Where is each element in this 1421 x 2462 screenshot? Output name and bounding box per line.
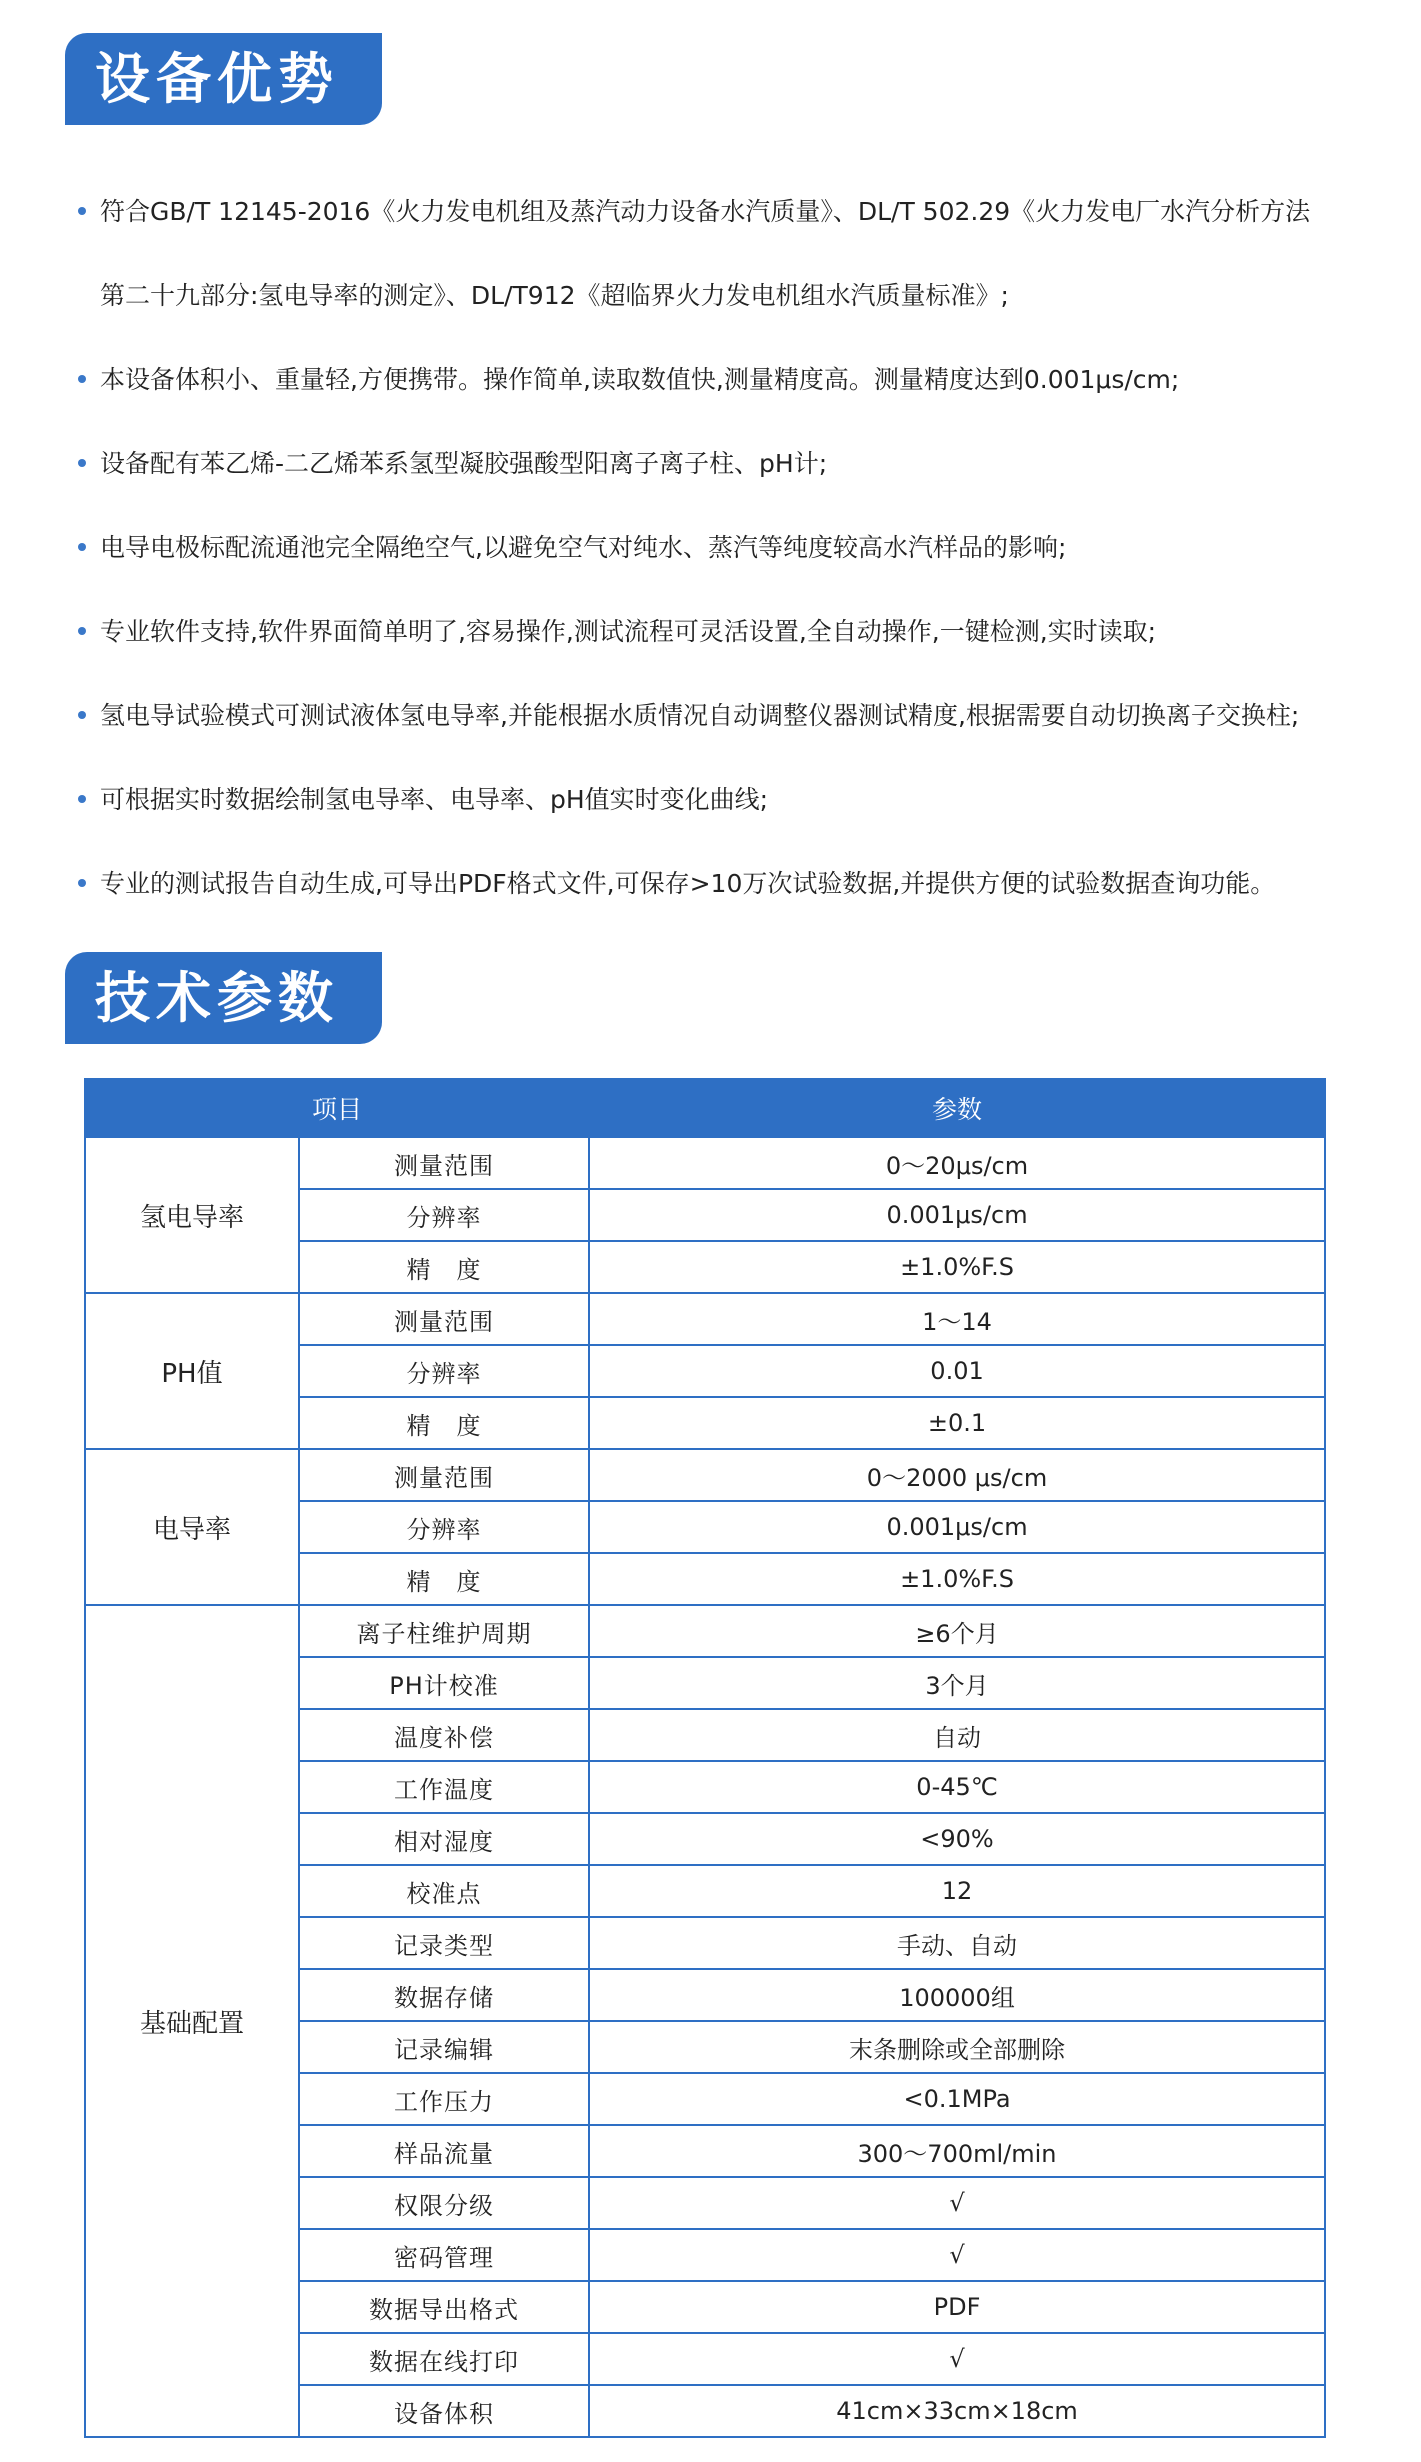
advantage-text: 氢电导试验模式可测试液体氢电导率,并能根据水质情况自动调整仪器测试精度,根据需要自动切换离子交换柱; xyxy=(100,701,1300,730)
item-name-cell: 精 度 xyxy=(299,1241,589,1293)
advantage-item xyxy=(78,590,1378,674)
item-value-cell: 0～20μs/cm xyxy=(589,1137,1325,1189)
header-param: 参数 xyxy=(589,1079,1325,1137)
item-name-cell: 工作温度 xyxy=(299,1761,589,1813)
group-name-cell: 基础配置 xyxy=(85,1605,299,2437)
item-value-cell: √ xyxy=(589,2177,1325,2229)
bullet-dot-icon xyxy=(78,627,86,635)
item-value-cell: 末条删除或全部删除 xyxy=(589,2021,1325,2073)
item-value-cell: √ xyxy=(589,2333,1325,2385)
advantage-text: 专业的测试报告自动生成,可导出PDF格式文件,可保存>10万次试验数据,并提供方便的试验数据查询功能。 xyxy=(100,869,1276,898)
item-value-cell: ±0.1 xyxy=(589,1397,1325,1449)
bullet-dot-icon xyxy=(78,795,86,803)
bullet-dot-icon xyxy=(78,207,86,215)
table-row xyxy=(85,1137,1325,1189)
advantage-item xyxy=(78,338,1378,422)
item-value-cell: 100000组 xyxy=(589,1969,1325,2021)
advantage-item xyxy=(78,758,1378,842)
group-name-cell: PH值 xyxy=(85,1293,299,1449)
advantage-item xyxy=(78,842,1378,926)
item-value-cell: 1～14 xyxy=(589,1293,1325,1345)
table-row xyxy=(85,1605,1325,1657)
item-name-cell: 分辨率 xyxy=(299,1189,589,1241)
advantage-item xyxy=(78,422,1378,506)
item-name-cell: 设备体积 xyxy=(299,2385,589,2437)
item-name-cell: 相对湿度 xyxy=(299,1813,589,1865)
bullet-dot-icon xyxy=(78,711,86,719)
item-name-cell: 温度补偿 xyxy=(299,1709,589,1761)
item-name-cell: 权限分级 xyxy=(299,2177,589,2229)
item-name-cell: 精 度 xyxy=(299,1397,589,1449)
item-value-cell: 12 xyxy=(589,1865,1325,1917)
item-value-cell: 3个月 xyxy=(589,1657,1325,1709)
advantages-list xyxy=(78,170,1378,926)
item-name-cell: 记录编辑 xyxy=(299,2021,589,2073)
advantage-item xyxy=(78,170,1378,338)
item-value-cell: 0.001μs/cm xyxy=(589,1189,1325,1241)
item-name-cell: 测量范围 xyxy=(299,1293,589,1345)
bullet-dot-icon xyxy=(78,459,86,467)
item-name-cell: 分辨率 xyxy=(299,1501,589,1553)
item-value-cell: <90% xyxy=(589,1813,1325,1865)
header-item: 项目 xyxy=(85,1079,589,1137)
item-name-cell: 数据存储 xyxy=(299,1969,589,2021)
item-value-cell: 0.01 xyxy=(589,1345,1325,1397)
item-value-cell: 0～2000 μs/cm xyxy=(589,1449,1325,1501)
item-name-cell: 离子柱维护周期 xyxy=(299,1605,589,1657)
item-value-cell: 手动、自动 xyxy=(589,1917,1325,1969)
section-title-advantages: 设备优势 xyxy=(65,33,382,125)
item-value-cell: ±1.0%F.S xyxy=(589,1553,1325,1605)
item-name-cell: 测量范围 xyxy=(299,1449,589,1501)
item-name-cell: 样品流量 xyxy=(299,2125,589,2177)
table-row xyxy=(85,1449,1325,1501)
section-title-params: 技术参数 xyxy=(65,952,382,1044)
item-value-cell: √ xyxy=(589,2229,1325,2281)
item-value-cell: 自动 xyxy=(589,1709,1325,1761)
advantage-item xyxy=(78,506,1378,590)
item-name-cell: 数据导出格式 xyxy=(299,2281,589,2333)
item-value-cell: ±1.0%F.S xyxy=(589,1241,1325,1293)
table-row xyxy=(85,1293,1325,1345)
item-value-cell: 41cm×33cm×18cm xyxy=(589,2385,1325,2437)
item-name-cell: 测量范围 xyxy=(299,1137,589,1189)
params-table xyxy=(84,1078,1326,2438)
group-name-cell: 氢电导率 xyxy=(85,1137,299,1293)
group-name-cell: 电导率 xyxy=(85,1449,299,1605)
item-value-cell: 300～700ml/min xyxy=(589,2125,1325,2177)
advantage-text: 可根据实时数据绘制氢电导率、电导率、pH值实时变化曲线; xyxy=(100,785,769,814)
item-name-cell: PH计校准 xyxy=(299,1657,589,1709)
item-name-cell: 数据在线打印 xyxy=(299,2333,589,2385)
table-header-row xyxy=(85,1079,1325,1137)
bullet-dot-icon xyxy=(78,879,86,887)
item-name-cell: 分辨率 xyxy=(299,1345,589,1397)
advantage-text: 电导电极标配流通池完全隔绝空气,以避免空气对纯水、蒸汽等纯度较高水汽样品的影响; xyxy=(100,533,1067,562)
advantage-text: 符合GB/T 12145-2016《火力发电机组及蒸汽动力设备水汽质量》、DL/T 502.29《火力发电厂水汽分析方法 xyxy=(100,197,1311,226)
advantage-text: 设备配有苯乙烯-二乙烯苯系氢型凝胶强酸型阳离子离子柱、pH计; xyxy=(100,449,828,478)
item-value-cell: 0-45℃ xyxy=(589,1761,1325,1813)
item-value-cell: <0.1MPa xyxy=(589,2073,1325,2125)
item-value-cell: 0.001μs/cm xyxy=(589,1501,1325,1553)
item-name-cell: 工作压力 xyxy=(299,2073,589,2125)
advantage-item xyxy=(78,674,1378,758)
advantage-text: 第二十九部分:氢电导率的测定》、DL/T912《超临界火力发电机组水汽质量标准》; xyxy=(100,281,1009,310)
advantage-text: 本设备体积小、重量轻,方便携带。操作简单,读取数值快,测量精度高。测量精度达到0.001μs/cm; xyxy=(100,365,1180,394)
item-value-cell: ≥6个月 xyxy=(589,1605,1325,1657)
item-name-cell: 密码管理 xyxy=(299,2229,589,2281)
item-name-cell: 记录类型 xyxy=(299,1917,589,1969)
item-value-cell: PDF xyxy=(589,2281,1325,2333)
item-name-cell: 校准点 xyxy=(299,1865,589,1917)
advantage-text: 专业软件支持,软件界面简单明了,容易操作,测试流程可灵活设置,全自动操作,一键检测,实时读取; xyxy=(100,617,1157,646)
bullet-dot-icon xyxy=(78,375,86,383)
bullet-dot-icon xyxy=(78,543,86,551)
item-name-cell: 精 度 xyxy=(299,1553,589,1605)
